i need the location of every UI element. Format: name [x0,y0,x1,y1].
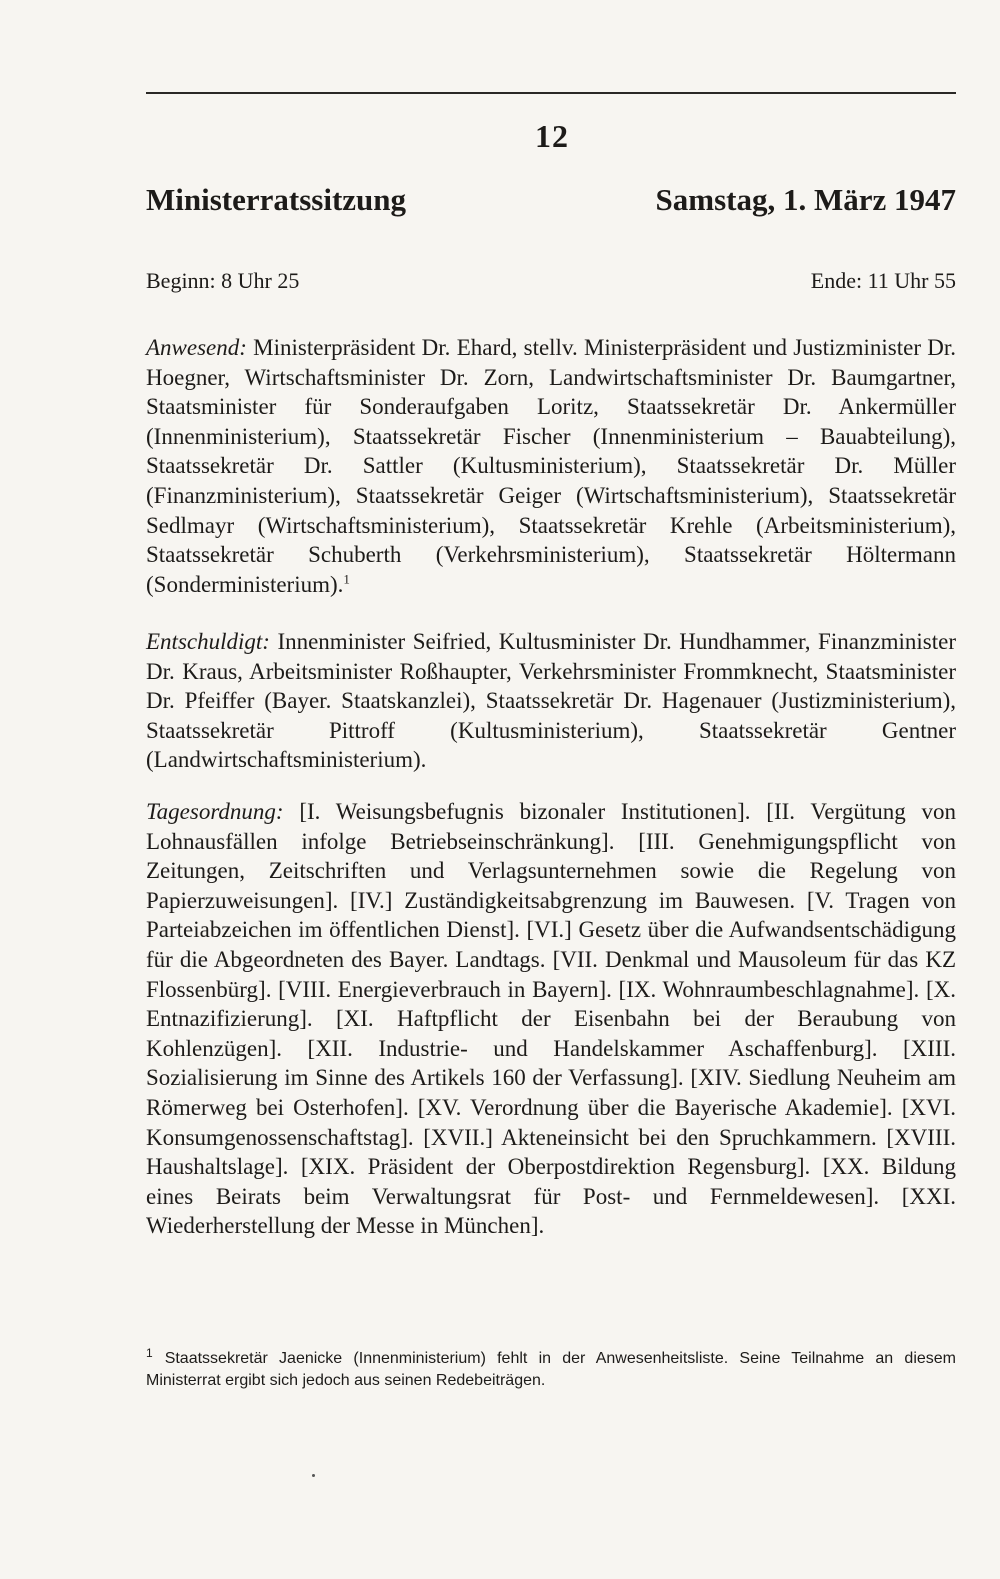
heading-row [146,182,956,218]
excused-paragraph [146,627,956,775]
attendees-paragraph [146,333,956,599]
document-date: Samstag, 1. März 1947 [655,182,956,217]
attendees-label: Anwesend: [146,335,247,360]
header-rule [146,92,956,94]
footnote-reference[interactable]: 1 [343,571,350,587]
end-time: Ende: 11 Uhr 55 [810,268,956,293]
agenda-label: Tagesordnung: [146,799,284,824]
page-speck [312,1474,315,1477]
meeting-times [146,268,956,294]
document-number: 12 [535,118,569,154]
footnote-mark: 1 [146,1345,153,1360]
agenda-paragraph [146,797,956,1241]
excused-text: Innenminister Seifried, Kultusminister Dr. Hundhammer, Finanzminister Dr. Kraus, Arbeitsminister Roßhaupter, Verkehrsminister Frommknecht, Staatsminister Dr. Pfeiffer (Bayer. Staatskanzlei), Staatssekretär Dr. Hagenauer (Justizministerium), Staatssekretär Pittroff (Kultusministerium), Staatssekretär Gentner (Landwirtschaftsministerium). [146,629,956,773]
excused-label: Entschuldigt: [146,629,270,654]
footnote [146,1345,956,1392]
agenda-text: [I. Weisungsbefugnis bizonaler Institutionen]. [II. Vergütung von Lohnausfällen infolge Betriebseinschränkung]. [III. Genehmigungspflicht von Zeitungen, Zeitschriften und Verlagsunternehmen sowie die Regelung von Papierzuweisungen]. [IV.] Zuständigkeitsabgrenzung im Bauwesen. [V. Tragen von Parteiabzeichen im öffentlichen Dienst]. [VI.] Gesetz über die Aufwandsentschädigung für die Abgeordneten des Bayer. Landtags. [VII. Denkmal und Mausoleum für das KZ Flossenbürg]. [VIII. Energieverbrauch in Bayern]. [IX. Wohnraumbeschlagnahme]. [X. Entnazifizierung]. [XI. Haftpflicht der Eisenbahn bei der Beraubung von Kohlenzügen]. [XII. Industrie- und Handelskammer Aschaffenburg]. [XIII. Sozialisierung im Sinne des Artikels 160 der Verfassung]. [XIV. Siedlung Neuheim am Römerweg bei Osterhofen]. [XV. Verordnung über die Bayerische Akademie]. [XVI. Konsumgenossenschaftstag]. [XVII.] Akteneinsicht bei den Spruchkammern. [XVIII. Haushaltslage]. [XIX. Präsident der Oberpostdirektion Regensburg]. [XX. Bildung eines Beirats beim Verwaltungsrat für Post- und Fernmeldewesen]. [XXI. Wiederherstellung der Messe in München]. [146,799,956,1239]
footnote-text: Staatssekretär Jaenicke (Innenministerium) fehlt in der Anwesenheitsliste. Seine Teilnahme an diesem Ministerrat ergibt sich jedoch aus seinen Redebeiträgen. [146,1350,956,1389]
begin-time: Beginn: 8 Uhr 25 [146,268,300,293]
document-title: Ministerratssitzung [146,182,407,217]
attendees-text: Ministerpräsident Dr. Ehard, stellv. Ministerpräsident und Justizminister Dr. Hoegner, Wirtschaftsminister Dr. Zorn, Landwirtschaftsminister Dr. Baumgartner, Staatsminister für Sonderaufgaben Loritz, Staatssekretär Dr. Ankermüller (Innenministerium), Staatssekretär Fischer (Innenministerium – Bauabteilung), Staatssekretär Dr. Sattler (Kultusministerium), Staatssekretär Dr. Müller (Finanzministerium), Staatssekretär Geiger (Wirtschaftsministerium), Staatssekretär Sedlmayr (Wirtschaftsministerium), Staatssekretär Krehle (Arbeitsministerium), Staatssekretär Schuberth (Verkehrsministerium), Staatssekretär Höltermann (Sonderministerium). [146,335,956,597]
